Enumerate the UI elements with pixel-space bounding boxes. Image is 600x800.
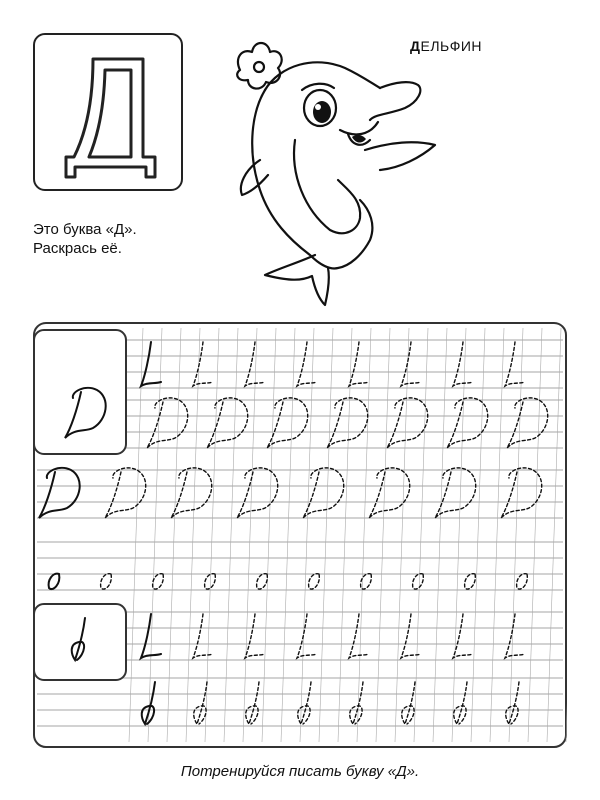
intro-line-1: Это буква «Д». xyxy=(33,221,137,238)
practice-grid xyxy=(33,322,567,748)
word-first-letter: Д xyxy=(410,38,421,54)
word-rest: ЕЛЬФИН xyxy=(420,38,483,54)
intro-text xyxy=(33,220,137,258)
dolphin-illustration xyxy=(220,30,460,310)
footer-instruction: Потренируйся писать букву «Д». xyxy=(180,763,420,780)
intro-line-2: Раскрась её. xyxy=(33,240,122,257)
outlined-letter-de xyxy=(35,35,185,193)
letter-frame xyxy=(33,33,183,191)
